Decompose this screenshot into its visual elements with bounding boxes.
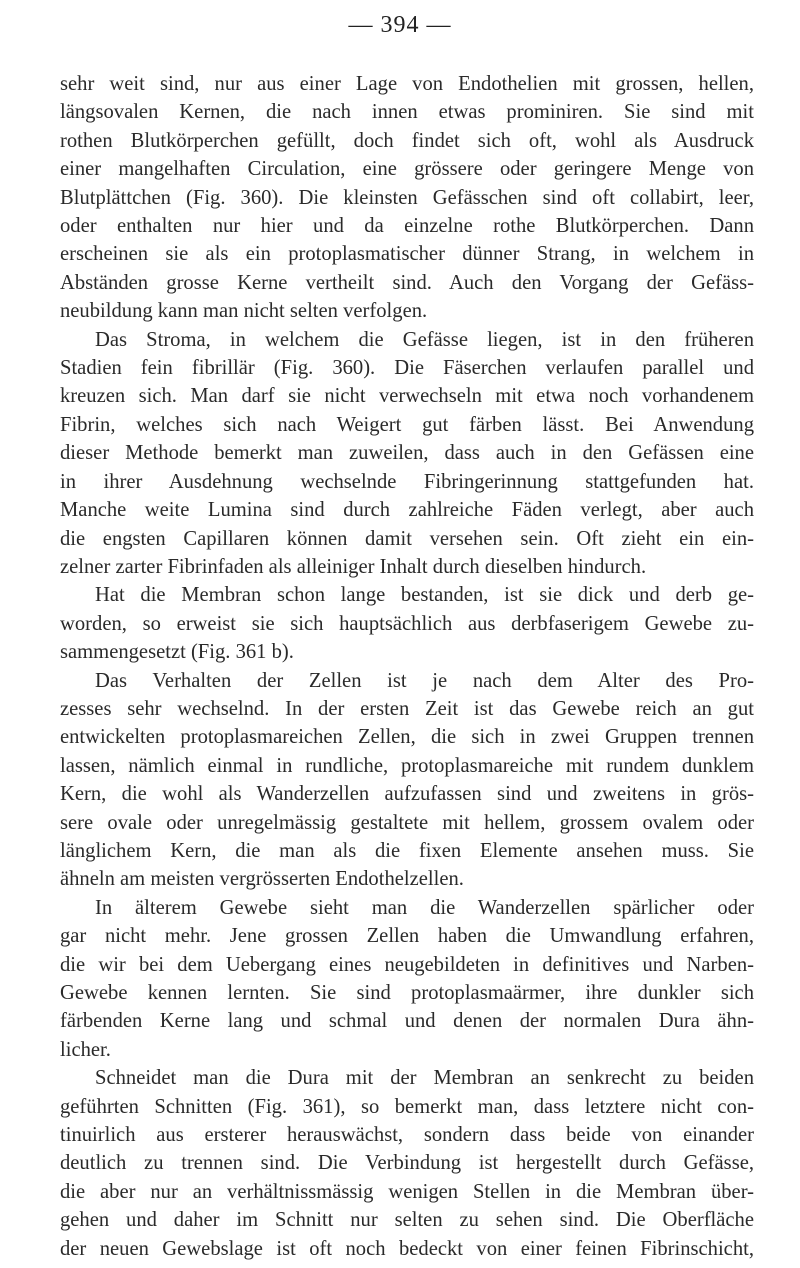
text-line: rothen Blutkörperchen gefüllt, doch findet sich oft, wohl als Ausdruck [60, 129, 754, 152]
text-line: geführten Schnitten (Fig. 361), so bemerkt man, dass letztere nicht con- [60, 1095, 754, 1118]
text-line: dieser Methode bemerkt man zuweilen, dass auch in den Gefässen eine [60, 442, 754, 465]
text-line: die wir bei dem Uebergang eines neugebildeten in definitives und Narben- [60, 953, 754, 976]
text-line: lassen, nämlich einmal in rundliche, protoplasmareiche mit rundem dunklem [60, 754, 754, 777]
text-line: deutlich zu trennen sind. Die Verbindung ist hergestellt durch Gefässe, [60, 1152, 754, 1175]
text-line: einer mangelhaften Circulation, eine grössere oder geringere Menge von [60, 158, 754, 181]
text-line: Abständen grosse Kerne vertheilt sind. Auch den Vorgang der Gefäss- [60, 271, 754, 294]
text-line: sammengesetzt (Fig. 361 b). [60, 641, 294, 664]
text-line: Gewebe kennen lernten. Sie sind protoplasmaärmer, ihre dunkler sich [60, 982, 754, 1004]
text-line: zelner zarter Fibrinfaden als alleiniger Inhalt durch dieselben hindurch. [60, 555, 647, 578]
text-line: längsovalen Kernen, die nach innen etwas prominiren. Sie sind mit [60, 101, 754, 124]
text-line: Fibrin, welches sich nach Weigert gut färben lässt. Bei Anwendung [60, 413, 754, 436]
text-line: färbenden Kerne lang und schmal und denen der normalen Dura ähn- [60, 1010, 754, 1033]
text-line: länglichem Kern, die man als die fixen Elemente ansehen muss. Sie [60, 839, 754, 862]
text-line: Kern, die wohl als Wanderzellen aufzufassen sind und zweitens in grös- [60, 783, 754, 806]
text-line: sehr weit sind, nur aus einer Lage von Endothelien mit grossen, hellen, [60, 73, 754, 95]
text-line: entwickelten protoplasmareichen Zellen, die sich in zwei Gruppen trennen [60, 726, 754, 749]
text-line: licher. [60, 1038, 111, 1061]
text-line: Stadien fein fibrillär (Fig. 360). Die Fäserchen verlaufen parallel und [60, 357, 754, 380]
text-line: kreuzen sich. Man darf sie nicht verwechseln mit etwa noch vorhandenem [60, 385, 754, 408]
text-line: gehen und daher im Schnitt nur selten zu sehen sind. Die Oberfläche [60, 1209, 754, 1232]
page-number: — 394 — [348, 12, 452, 38]
text-line: in ihrer Ausdehnung wechselnde Fibringerinnung stattgefunden hat. [60, 470, 754, 493]
text-line: oder enthalten nur hier und da einzelne rothe Blutkörperchen. Dann [60, 215, 754, 238]
text-line: Hat die Membran schon lange bestanden, ist sie dick und derb ge- [95, 584, 754, 607]
text-line: gar nicht mehr. Jene grossen Zellen haben die Umwandlung erfahren, [60, 925, 754, 948]
text-line: Manche weite Lumina sind durch zahlreiche Fäden verlegt, aber auch [60, 499, 754, 522]
text-line: Schneidet man die Dura mit der Membran an senkrecht zu beiden [95, 1067, 754, 1090]
text-line: erscheinen sie als ein protoplasmatischer dünner Strang, in welchem in [60, 243, 754, 266]
text-line: tinuirlich aus ersterer herauswächst, sondern dass beide von einander [60, 1124, 754, 1147]
text-line: ähneln am meisten vergrösserten Endothelzellen. [60, 868, 464, 891]
text-line: sere ovale oder unregelmässig gestaltete mit hellem, grossem ovalem oder [60, 811, 754, 834]
text-line: zesses sehr wechselnd. In der ersten Zeit ist das Gewebe reich an gut [60, 697, 754, 720]
body-text [60, 70, 754, 1263]
text-line: Blutplättchen (Fig. 360). Die kleinsten Gefässchen sind oft collabirt, leer, [60, 186, 754, 209]
text-line: Das Verhalten der Zellen ist je nach dem Alter des Pro- [95, 669, 754, 692]
text-line: In älterem Gewebe sieht man die Wanderzellen spärlicher oder [95, 896, 754, 919]
text-line: der neuen Gewebslage ist oft noch bedeckt von einer feinen Fibrinschicht, [60, 1237, 754, 1260]
text-line: worden, so erweist sie sich hauptsächlich aus derbfaserigem Gewebe zu- [60, 612, 754, 635]
text-line: neubildung kann man nicht selten verfolgen. [60, 300, 428, 323]
text-line: die engsten Capillaren können damit versehen sein. Oft zieht ein ein- [60, 527, 754, 550]
text-line: die aber nur an verhältnissmässig wenigen Stellen in die Membran über- [60, 1180, 754, 1203]
text-line: Das Stroma, in welchem die Gefässe liegen, ist in den früheren [95, 328, 754, 351]
